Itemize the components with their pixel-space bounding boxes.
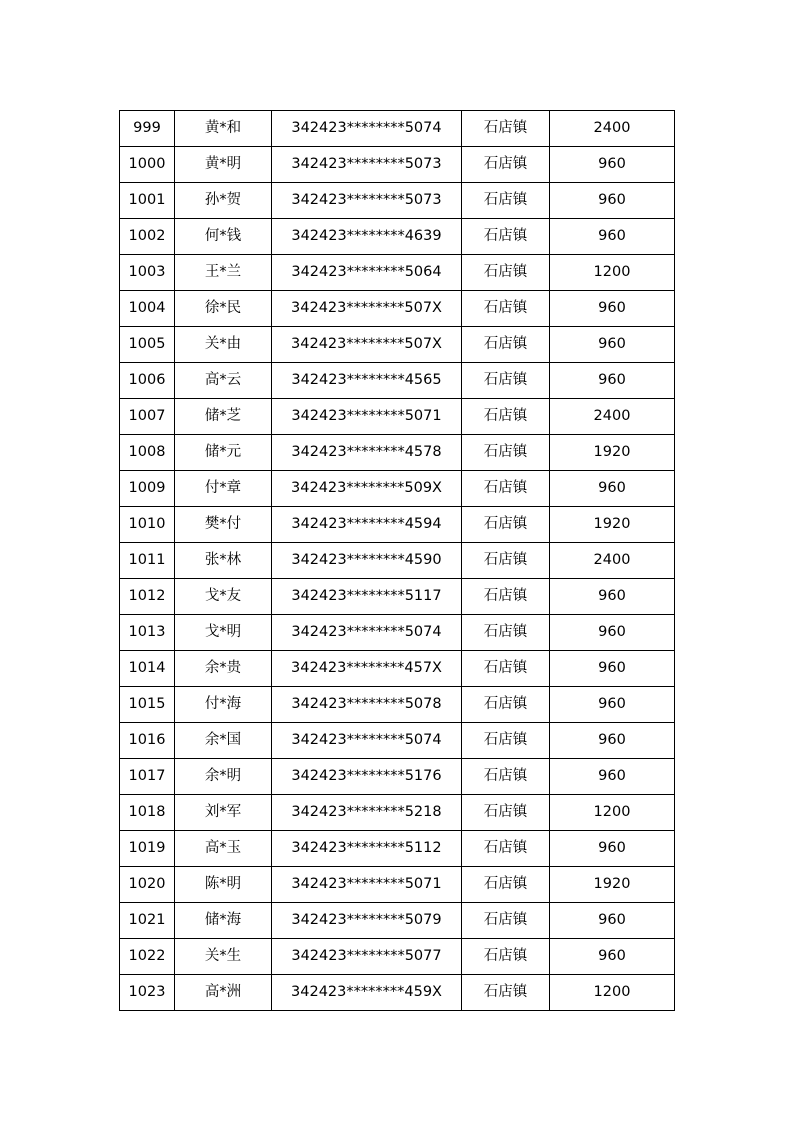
row-number-cell: 1012: [120, 579, 175, 615]
table-row: [120, 615, 675, 651]
name-cell: 余*国: [175, 723, 272, 759]
amount-cell: 960: [550, 723, 675, 759]
table-row: [120, 147, 675, 183]
roster-table-body: [120, 111, 675, 1011]
id-number-cell: 342423********509X: [272, 471, 462, 507]
table-row: [120, 795, 675, 831]
id-number-cell: 342423********5078: [272, 687, 462, 723]
row-number-cell: 1004: [120, 291, 175, 327]
name-cell: 戈*明: [175, 615, 272, 651]
table-row: [120, 507, 675, 543]
amount-cell: 960: [550, 759, 675, 795]
name-cell: 高*洲: [175, 975, 272, 1011]
row-number-cell: 1005: [120, 327, 175, 363]
id-number-cell: 342423********5064: [272, 255, 462, 291]
table-row: [120, 579, 675, 615]
table-row: [120, 363, 675, 399]
name-cell: 张*林: [175, 543, 272, 579]
name-cell: 储*元: [175, 435, 272, 471]
town-cell: 石店镇: [462, 543, 550, 579]
name-cell: 储*海: [175, 903, 272, 939]
id-number-cell: 342423********5071: [272, 867, 462, 903]
town-cell: 石店镇: [462, 759, 550, 795]
amount-cell: 2400: [550, 399, 675, 435]
amount-cell: 960: [550, 831, 675, 867]
name-cell: 王*兰: [175, 255, 272, 291]
amount-cell: 960: [550, 327, 675, 363]
town-cell: 石店镇: [462, 723, 550, 759]
amount-cell: 960: [550, 291, 675, 327]
row-number-cell: 1010: [120, 507, 175, 543]
row-number-cell: 1013: [120, 615, 175, 651]
id-number-cell: 342423********4590: [272, 543, 462, 579]
town-cell: 石店镇: [462, 111, 550, 147]
town-cell: 石店镇: [462, 435, 550, 471]
id-number-cell: 342423********457X: [272, 651, 462, 687]
table-row: [120, 903, 675, 939]
name-cell: 高*玉: [175, 831, 272, 867]
amount-cell: 960: [550, 183, 675, 219]
amount-cell: 960: [550, 903, 675, 939]
id-number-cell: 342423********507X: [272, 327, 462, 363]
row-number-cell: 1011: [120, 543, 175, 579]
town-cell: 石店镇: [462, 579, 550, 615]
table-row: [120, 651, 675, 687]
name-cell: 关*生: [175, 939, 272, 975]
row-number-cell: 1019: [120, 831, 175, 867]
row-number-cell: 1014: [120, 651, 175, 687]
table-row: [120, 291, 675, 327]
amount-cell: 1200: [550, 975, 675, 1011]
table-row: [120, 687, 675, 723]
name-cell: 高*云: [175, 363, 272, 399]
town-cell: 石店镇: [462, 903, 550, 939]
id-number-cell: 342423********459X: [272, 975, 462, 1011]
id-number-cell: 342423********5074: [272, 723, 462, 759]
name-cell: 黄*和: [175, 111, 272, 147]
amount-cell: 960: [550, 147, 675, 183]
amount-cell: 960: [550, 579, 675, 615]
table-row: [120, 543, 675, 579]
amount-cell: 2400: [550, 543, 675, 579]
id-number-cell: 342423********507X: [272, 291, 462, 327]
table-row: [120, 831, 675, 867]
table-row: [120, 399, 675, 435]
row-number-cell: 1007: [120, 399, 175, 435]
town-cell: 石店镇: [462, 183, 550, 219]
table-row: [120, 111, 675, 147]
name-cell: 刘*军: [175, 795, 272, 831]
town-cell: 石店镇: [462, 975, 550, 1011]
id-number-cell: 342423********5074: [272, 111, 462, 147]
amount-cell: 1200: [550, 795, 675, 831]
amount-cell: 1920: [550, 435, 675, 471]
row-number-cell: 1008: [120, 435, 175, 471]
table-row: [120, 435, 675, 471]
name-cell: 孙*贺: [175, 183, 272, 219]
name-cell: 黄*明: [175, 147, 272, 183]
row-number-cell: 1020: [120, 867, 175, 903]
row-number-cell: 1022: [120, 939, 175, 975]
name-cell: 余*明: [175, 759, 272, 795]
row-number-cell: 1003: [120, 255, 175, 291]
table-row: [120, 255, 675, 291]
name-cell: 付*海: [175, 687, 272, 723]
table-row: [120, 219, 675, 255]
id-number-cell: 342423********5079: [272, 903, 462, 939]
town-cell: 石店镇: [462, 507, 550, 543]
id-number-cell: 342423********5074: [272, 615, 462, 651]
town-cell: 石店镇: [462, 219, 550, 255]
row-number-cell: 1001: [120, 183, 175, 219]
amount-cell: 960: [550, 651, 675, 687]
name-cell: 樊*付: [175, 507, 272, 543]
name-cell: 徐*民: [175, 291, 272, 327]
name-cell: 关*由: [175, 327, 272, 363]
id-number-cell: 342423********5112: [272, 831, 462, 867]
id-number-cell: 342423********5073: [272, 183, 462, 219]
town-cell: 石店镇: [462, 147, 550, 183]
row-number-cell: 1016: [120, 723, 175, 759]
row-number-cell: 1006: [120, 363, 175, 399]
amount-cell: 960: [550, 687, 675, 723]
town-cell: 石店镇: [462, 471, 550, 507]
town-cell: 石店镇: [462, 651, 550, 687]
name-cell: 陈*明: [175, 867, 272, 903]
row-number-cell: 1015: [120, 687, 175, 723]
town-cell: 石店镇: [462, 399, 550, 435]
amount-cell: 960: [550, 219, 675, 255]
table-row: [120, 867, 675, 903]
table-row: [120, 939, 675, 975]
amount-cell: 960: [550, 615, 675, 651]
amount-cell: 960: [550, 363, 675, 399]
row-number-cell: 1017: [120, 759, 175, 795]
id-number-cell: 342423********4639: [272, 219, 462, 255]
town-cell: 石店镇: [462, 255, 550, 291]
town-cell: 石店镇: [462, 795, 550, 831]
name-cell: 储*芝: [175, 399, 272, 435]
table-row: [120, 759, 675, 795]
amount-cell: 1200: [550, 255, 675, 291]
id-number-cell: 342423********5071: [272, 399, 462, 435]
town-cell: 石店镇: [462, 291, 550, 327]
subsidy-roster-table: [119, 110, 675, 1011]
name-cell: 付*章: [175, 471, 272, 507]
table-row: [120, 975, 675, 1011]
town-cell: 石店镇: [462, 327, 550, 363]
name-cell: 何*钱: [175, 219, 272, 255]
id-number-cell: 342423********4565: [272, 363, 462, 399]
table-row: [120, 723, 675, 759]
id-number-cell: 342423********5117: [272, 579, 462, 615]
id-number-cell: 342423********4578: [272, 435, 462, 471]
town-cell: 石店镇: [462, 939, 550, 975]
id-number-cell: 342423********5176: [272, 759, 462, 795]
row-number-cell: 1021: [120, 903, 175, 939]
town-cell: 石店镇: [462, 363, 550, 399]
name-cell: 余*贵: [175, 651, 272, 687]
row-number-cell: 999: [120, 111, 175, 147]
amount-cell: 960: [550, 471, 675, 507]
row-number-cell: 1023: [120, 975, 175, 1011]
table-row: [120, 183, 675, 219]
amount-cell: 1920: [550, 507, 675, 543]
amount-cell: 2400: [550, 111, 675, 147]
name-cell: 戈*友: [175, 579, 272, 615]
row-number-cell: 1000: [120, 147, 175, 183]
id-number-cell: 342423********5073: [272, 147, 462, 183]
table-row: [120, 471, 675, 507]
amount-cell: 1920: [550, 867, 675, 903]
id-number-cell: 342423********5218: [272, 795, 462, 831]
id-number-cell: 342423********4594: [272, 507, 462, 543]
row-number-cell: 1009: [120, 471, 175, 507]
town-cell: 石店镇: [462, 615, 550, 651]
row-number-cell: 1018: [120, 795, 175, 831]
town-cell: 石店镇: [462, 867, 550, 903]
table-row: [120, 327, 675, 363]
amount-cell: 960: [550, 939, 675, 975]
town-cell: 石店镇: [462, 687, 550, 723]
town-cell: 石店镇: [462, 831, 550, 867]
row-number-cell: 1002: [120, 219, 175, 255]
id-number-cell: 342423********5077: [272, 939, 462, 975]
